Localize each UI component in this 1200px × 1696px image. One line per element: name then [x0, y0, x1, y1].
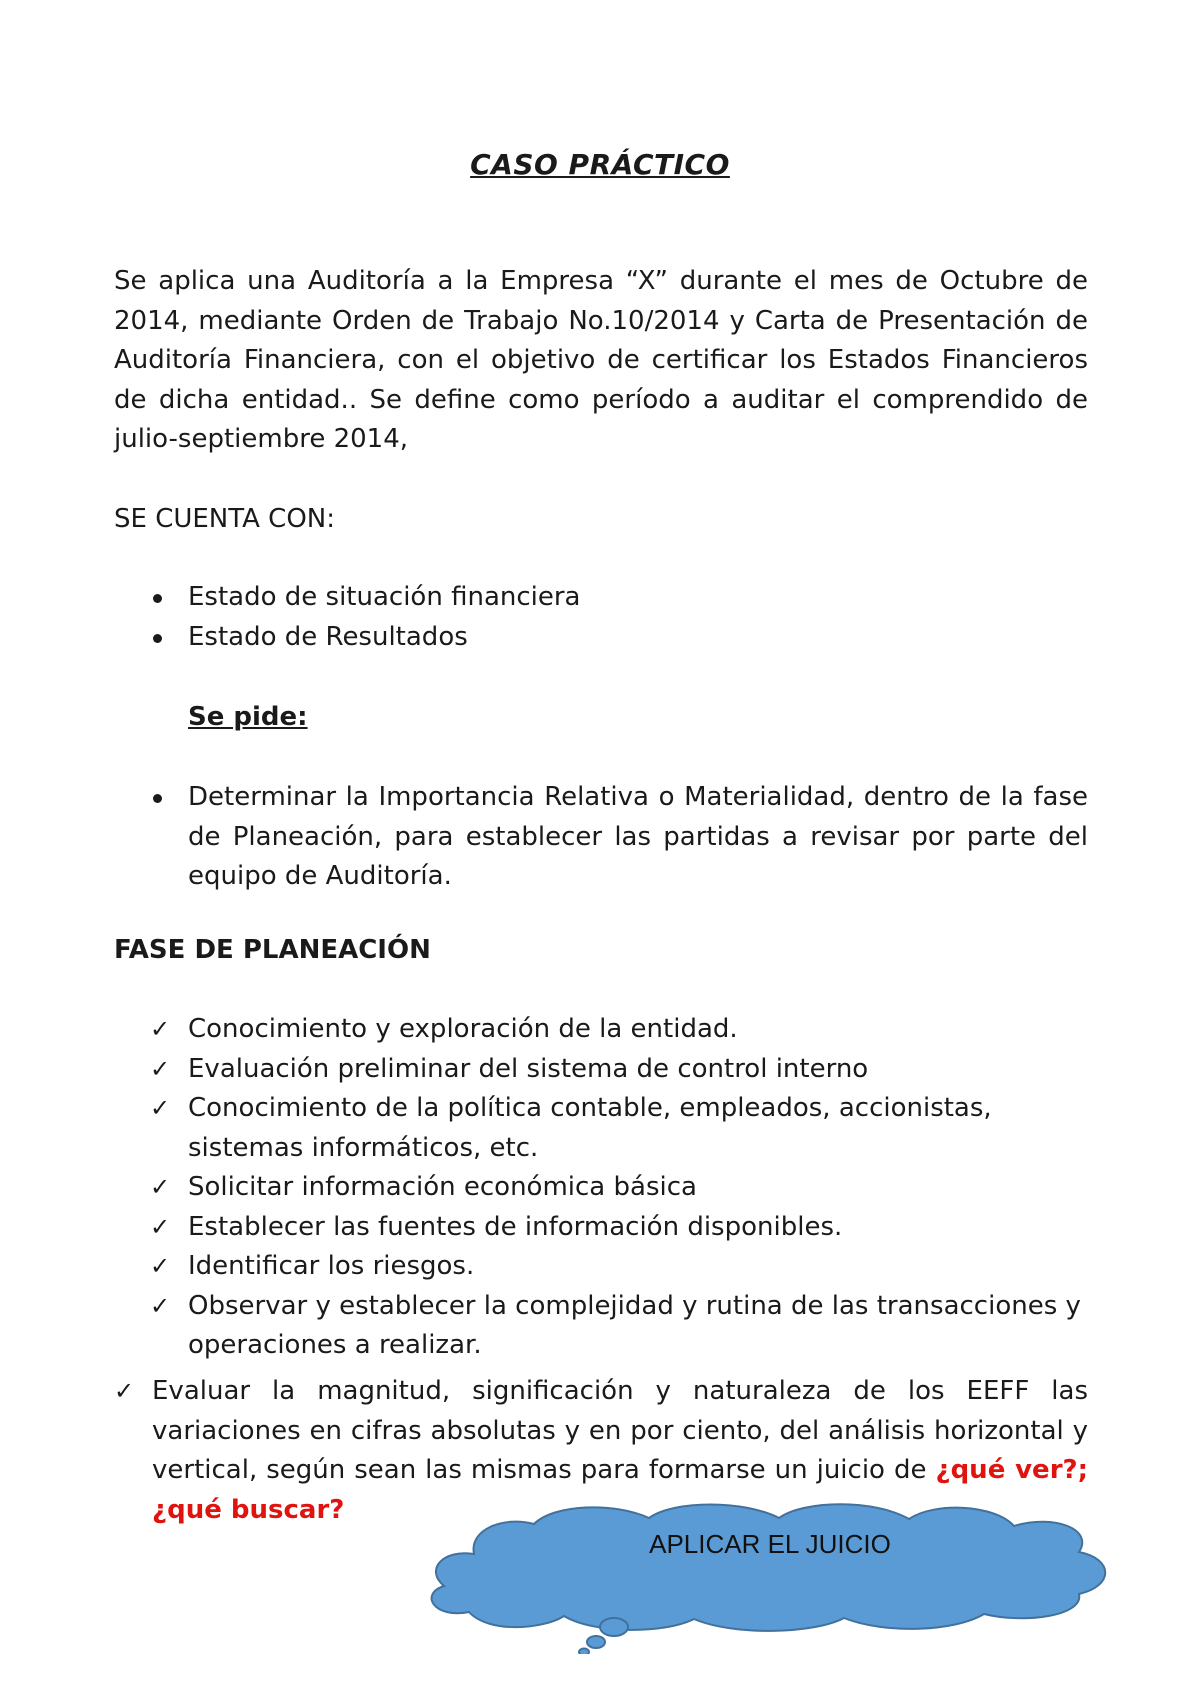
highlight-que-buscar: ¿qué buscar? — [152, 1494, 345, 1525]
check-icon: ✓ — [114, 1377, 135, 1405]
check-icon: ✓ — [150, 1015, 171, 1043]
list-item: ✓ Conocimiento y exploración de la entidad. — [0, 1010, 1090, 1050]
check-icon: ✓ — [150, 1094, 171, 1122]
intro-paragraph: Se aplica una Auditoría a la Empresa “X” durante el mes de Octubre de 2014, mediante Orden de Trabajo No.10/2014 y Carta de Presentación de Auditoría Financiera, con el objetivo de certificar los Estados Financieros de dicha entidad.. Se define como período a auditar el comprendido de julio-septiembre 2014, — [114, 266, 1088, 454]
list-item: ✓ Solicitar información económica básica — [0, 1168, 1090, 1208]
se-pide-list — [0, 778, 1088, 897]
list-item: Estado de Resultados — [0, 618, 1088, 658]
check-icon: ✓ — [150, 1173, 171, 1201]
page-title: CASO PRÁCTICO — [470, 148, 730, 181]
list-item: ✓ Evaluar la magnitud, significación y naturaleza de los EEFF las variaciones en cifras absolutas y en por ciento, del análisis horizontal y vertical, según sean las mismas para formarse un juicio de ¿qué ver?; ¿qué buscar? — [114, 1372, 1088, 1530]
fase-heading: FASE DE PLANEACIÓN — [114, 935, 431, 965]
list-item: ✓ Establecer las fuentes de información disponibles. — [0, 1208, 1090, 1248]
se-cuenta-con-heading: SE CUENTA CON: — [114, 504, 335, 534]
fase-checklist — [0, 1010, 1090, 1366]
highlight-que-ver: ¿qué ver?; — [935, 1455, 1088, 1485]
check-icon: ✓ — [150, 1291, 171, 1320]
bullet-icon — [153, 634, 162, 643]
list-item: Estado de situación financiera — [0, 578, 1088, 618]
list-item: ✓ Observar y establecer la complejidad y rutina de las transacciones y operaciones a realizar. — [0, 1287, 1090, 1366]
list-item: ✓ Identificar los riesgos. — [0, 1247, 1090, 1287]
se-pide-heading: Se pide: — [188, 702, 308, 732]
check-icon: ✓ — [150, 1252, 171, 1280]
list-item: ✓ Conocimiento de la política contable, empleados, accionistas, sistemas informáticos, etc. — [0, 1089, 1090, 1168]
check-icon: ✓ — [150, 1054, 171, 1083]
bullet-icon — [153, 594, 162, 603]
cloud-label: APLICAR EL JUICIO — [649, 1529, 891, 1559]
list-item: Determinar la Importancia Relativa o Materialidad, dentro de la fase de Planeación, para establecer las partidas a revisar por parte del equipo de Auditoría. — [0, 778, 1088, 897]
thought-cloud-icon — [414, 1494, 1126, 1654]
se-cuenta-con-list — [0, 578, 1088, 657]
bullet-icon — [153, 794, 162, 803]
list-item: ✓ Evaluación preliminar del sistema de control interno — [0, 1050, 1090, 1090]
check-icon: ✓ — [150, 1212, 171, 1241]
